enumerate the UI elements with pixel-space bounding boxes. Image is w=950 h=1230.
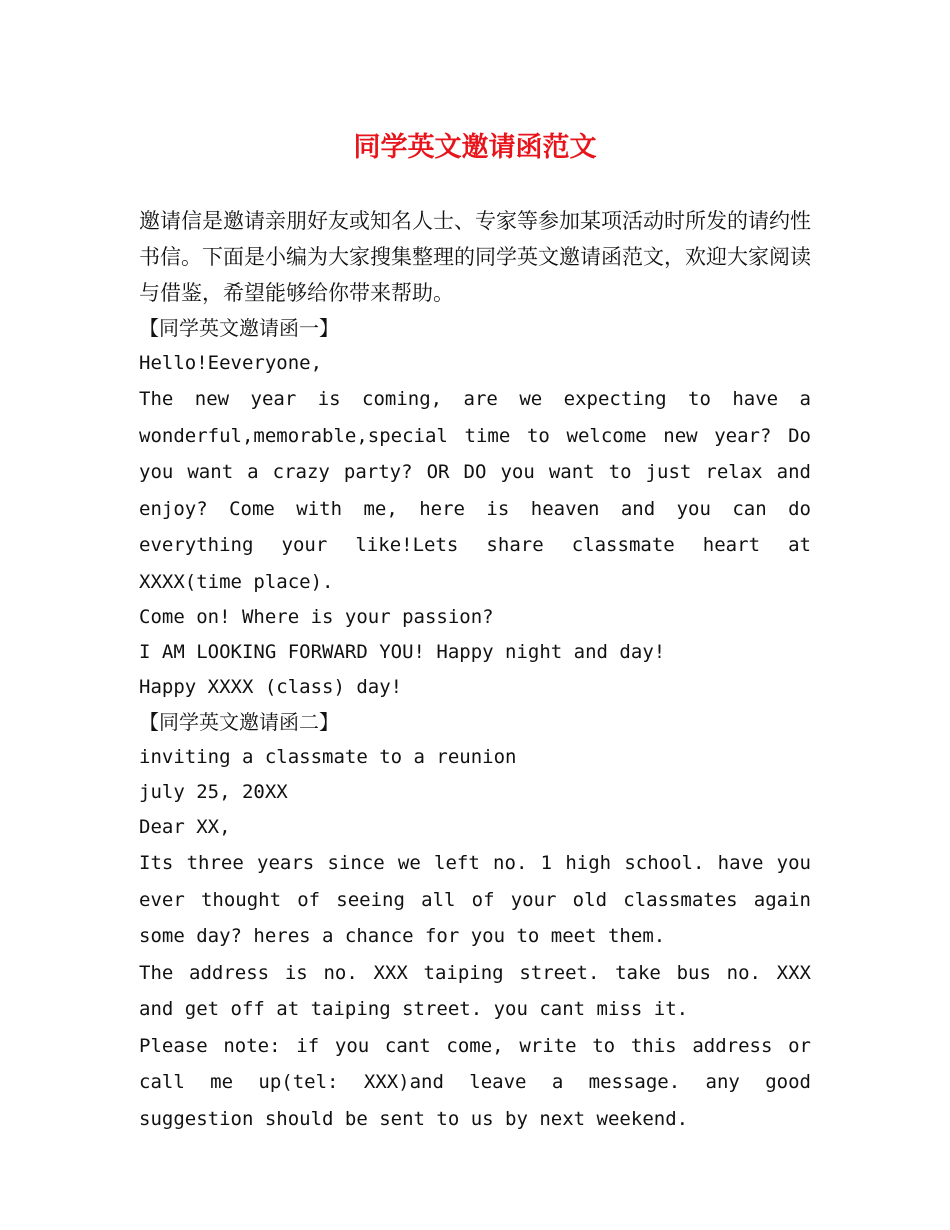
- section-1-line-class-day: Happy XXXX (class) day!: [139, 676, 403, 698]
- intro-paragraph: 邀请信是邀请亲朋好友或知名人士、专家等参加某项活动时所发的请约性书信。下面是小编为大家搜集整理的同学英文邀请函范文，欢迎大家阅读与借鉴，希望能够给你带来帮助。: [139, 209, 811, 305]
- section-1-line-passion: Come on! Where is your passion?: [139, 606, 494, 628]
- section-2-date: july 25, 20XX: [139, 781, 288, 803]
- document-title: 同学英文邀请函范文: [353, 132, 597, 163]
- section-2-paragraph-3: Please note: if you cant come, write to this address or call me up(tel: XXX)and leave a message. any good suggestion should be sent to us by next weekend.: [139, 1034, 811, 1130]
- document-body: [139, 203, 811, 1137]
- section-1-paragraph: The new year is coming, are we expecting to have a wonderful,memorable,special time to welcome new year? Do you want a crazy party? OR DO you want to just relax and enjoy? Come with me, here is heaven and you can do everything your like!Lets share classmate heart at XXXX(time place).: [139, 388, 811, 593]
- section-1-line-looking-forward: I AM LOOKING FORWARD YOU! Happy night and day!: [139, 641, 666, 663]
- section-1-heading: 【同学英文邀请函一】: [139, 316, 339, 340]
- section-1-greeting: Hello!Eeveryone,: [139, 352, 323, 374]
- section-2-salutation: Dear XX,: [139, 816, 231, 838]
- section-2-heading: 【同学英文邀请函二】: [139, 710, 339, 734]
- section-2-paragraph-2: The address is no. XXX taiping street. take bus no. XXX and get off at taiping street. you cant miss it.: [139, 961, 811, 1020]
- section-2-subject: inviting a classmate to a reunion: [139, 746, 517, 768]
- section-2-paragraph-1: Its three years since we left no. 1 high school. have you ever thought of seeing all of your old classmates again some day? heres a chance for you to meet them.: [139, 852, 811, 947]
